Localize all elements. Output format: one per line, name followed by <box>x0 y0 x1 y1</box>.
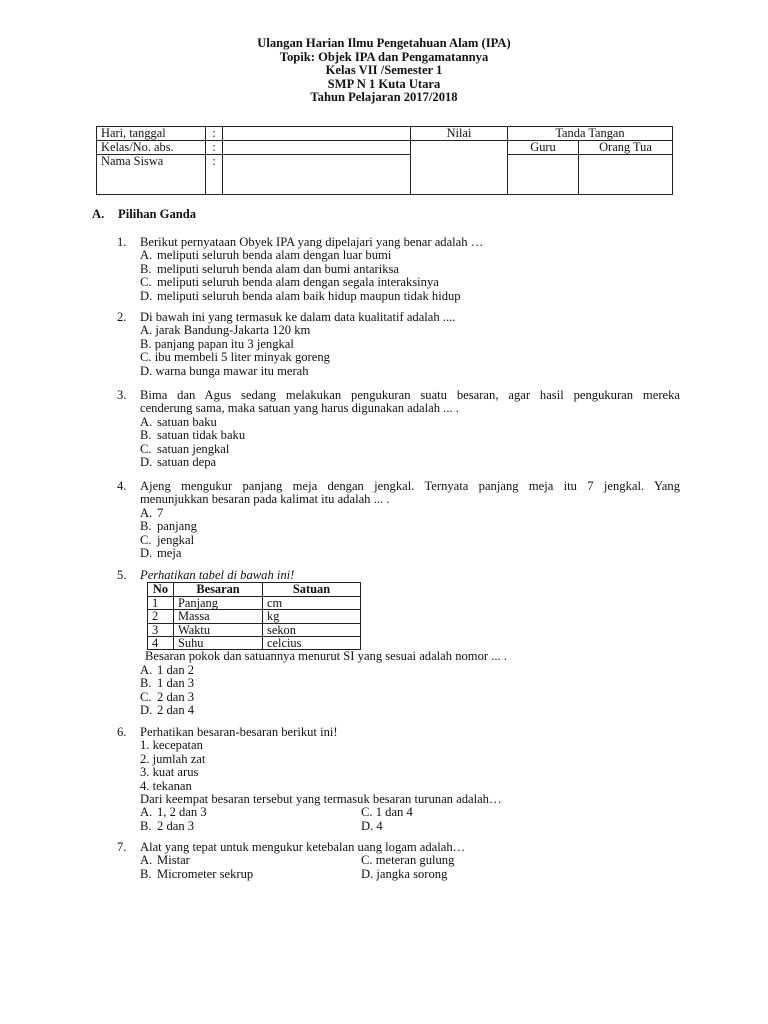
option-d[interactable]: D. jangka sorong <box>361 866 448 881</box>
question-stem-cont: menunjukkan besaran pada kalimat itu adalah ... . <box>140 492 390 507</box>
option-b[interactable]: B. meliputi seluruh benda alam dan bumi antariksa <box>140 261 400 276</box>
list-item: 2. jumlah zat <box>140 751 206 766</box>
question-stem: Perhatikan besaran-besaran berikut ini! <box>140 725 338 739</box>
besaran-table <box>147 582 361 650</box>
option-a[interactable]: A. satuan baku <box>140 414 217 429</box>
label-kelas: Kelas/No. abs. <box>97 141 206 155</box>
option-b[interactable]: B. satuan tidak baku <box>140 428 246 443</box>
table-row <box>148 596 361 609</box>
question-stem-cont: cenderung sama, maka satuan yang harus digunakan adalah ... . <box>140 401 459 416</box>
option-b[interactable]: B. panjang papan itu 3 jengkal <box>140 336 294 351</box>
option-a[interactable]: A. 1, 2 dan 3 <box>140 805 207 820</box>
option-a[interactable]: A. 1 dan 2 <box>140 662 195 677</box>
table-cell: 4 <box>148 637 174 650</box>
option-a[interactable]: A. Mistar <box>140 853 190 868</box>
option-row <box>140 806 680 819</box>
table-row <box>148 610 361 623</box>
option-a[interactable]: A. 7 <box>140 505 164 520</box>
question-stem: Perhatikan tabel di bawah ini! <box>140 568 295 582</box>
table-row <box>148 623 361 636</box>
question-stem: Alat yang tepat untuk mengukur ketebalan uang logam adalah… <box>140 840 466 854</box>
option-c[interactable]: C. 2 dan 3 <box>140 689 195 704</box>
exam-header <box>0 37 768 105</box>
option-b[interactable]: B. 1 dan 3 <box>140 676 195 691</box>
question-7 <box>117 841 680 881</box>
colon: : <box>206 141 223 155</box>
exam-class: Kelas VII /Semester 1 <box>325 63 443 77</box>
table-header: Besaran <box>174 583 263 596</box>
option-d[interactable]: D. 4 <box>361 818 383 833</box>
table-cell: Suhu <box>174 637 263 650</box>
option-c[interactable]: C. ibu membeli 5 liter minyak goreng <box>140 350 330 365</box>
option-b[interactable]: B. Micrometer sekrup <box>140 866 254 881</box>
question-number: 5. <box>117 568 127 582</box>
option-row <box>140 868 680 881</box>
question-number: 4. <box>117 479 127 493</box>
question-2 <box>117 311 680 378</box>
field-kelas[interactable] <box>223 141 411 155</box>
option-d[interactable]: D. 2 dan 4 <box>140 703 195 718</box>
exam-school: SMP N 1 Kuta Utara <box>327 76 441 91</box>
field-ttd-guru[interactable] <box>508 155 579 195</box>
table-cell: Waktu <box>174 623 263 636</box>
question-6 <box>117 726 680 833</box>
exam-year: Tahun Pelajaran 2017/2018 <box>310 90 458 104</box>
list-item: 4. tekanan <box>140 778 192 793</box>
field-ttd-orang-tua[interactable] <box>579 155 673 195</box>
colon: : <box>206 127 223 141</box>
question-4 <box>117 480 680 560</box>
list-item: 1. kecepatan <box>140 738 203 753</box>
field-hari[interactable] <box>223 127 411 141</box>
question-1 <box>117 236 680 303</box>
table-cell: 2 <box>148 610 174 623</box>
option-c[interactable]: C. meteran gulung <box>361 853 455 868</box>
label-nilai: Nilai <box>411 127 508 141</box>
option-c[interactable]: C. meliputi seluruh benda alam dengan segala interaksinya <box>140 275 439 290</box>
option-c[interactable]: C. jengkal <box>140 532 195 547</box>
label-guru: Guru <box>508 141 579 155</box>
identity-table <box>96 126 673 195</box>
question-3 <box>117 389 680 469</box>
question-number: 1. <box>117 235 127 249</box>
table-header: No <box>148 583 174 596</box>
list-item: 3. kuat arus <box>140 765 199 780</box>
option-c[interactable]: C. satuan jengkal <box>140 441 230 456</box>
section-letter: A. <box>92 207 105 221</box>
option-d[interactable]: D. meja <box>140 546 182 561</box>
option-a[interactable]: A. meliputi seluruh benda alam dengan luar bumi <box>140 248 392 263</box>
question-number: 2. <box>117 310 127 324</box>
option-d[interactable]: D. satuan depa <box>140 455 217 470</box>
option-b[interactable]: B. 2 dan 3 <box>140 818 195 833</box>
table-cell: Panjang <box>174 596 263 609</box>
table-cell: sekon <box>263 623 361 636</box>
question-number: 7. <box>117 840 127 854</box>
question-stem: Ajeng mengukur panjang meja dengan jengkal. Ternyata panjang meja itu 7 jengkal. Yang <box>140 479 680 493</box>
table-cell: cm <box>263 596 361 609</box>
table-cell: 1 <box>148 596 174 609</box>
table-header-row <box>148 583 361 596</box>
label-tanda-tangan: Tanda Tangan <box>508 127 673 141</box>
label-orang-tua: Orang Tua <box>579 141 673 155</box>
label-hari: Hari, tanggal <box>97 127 206 141</box>
colon: : <box>206 155 223 195</box>
option-c[interactable]: C. 1 dan 4 <box>361 805 413 820</box>
table-cell: kg <box>263 610 361 623</box>
question-stem: Bima dan Agus sedang melakukan pengukuran suatu besaran, agar hasil pengukuran mereka <box>140 388 680 402</box>
question-number: 6. <box>117 725 127 739</box>
question-prompt: Dari keempat besaran tersebut yang termasuk besaran turunan adalah… <box>140 792 502 807</box>
question-prompt: Besaran pokok dan satuannya menurut SI yang sesuai adalah nomor ... . <box>145 649 507 664</box>
field-nilai[interactable] <box>411 141 508 195</box>
option-a[interactable]: A. jarak Bandung-Jakarta 120 km <box>140 323 311 338</box>
option-d[interactable]: D. warna bunga mawar itu merah <box>140 363 309 378</box>
section-heading <box>92 208 196 221</box>
section-title: Pilihan Ganda <box>118 207 197 221</box>
label-nama: Nama Siswa <box>97 155 206 195</box>
table-cell: 3 <box>148 623 174 636</box>
question-stem: Di bawah ini yang termasuk ke dalam data kualitatif adalah .... <box>140 310 456 324</box>
option-d[interactable]: D. meliputi seluruh benda alam baik hidup maupun tidak hidup <box>140 288 461 303</box>
option-row <box>140 820 680 833</box>
table-header: Satuan <box>263 583 361 596</box>
option-row <box>140 854 680 867</box>
question-stem: Berikut pernyataan Obyek IPA yang dipelajari yang benar adalah … <box>140 235 484 249</box>
field-nama[interactable] <box>223 155 411 195</box>
option-b[interactable]: B. panjang <box>140 519 197 534</box>
question-5 <box>117 569 680 717</box>
exam-title: Ulangan Harian Ilmu Pengetahuan Alam (IPA) <box>257 36 511 50</box>
table-row <box>148 637 361 650</box>
table-cell: Massa <box>174 610 263 623</box>
exam-topic: Topik: Objek IPA dan Pengamatannya <box>279 49 489 64</box>
question-number: 3. <box>117 388 127 402</box>
table-cell: celcius <box>263 637 361 650</box>
